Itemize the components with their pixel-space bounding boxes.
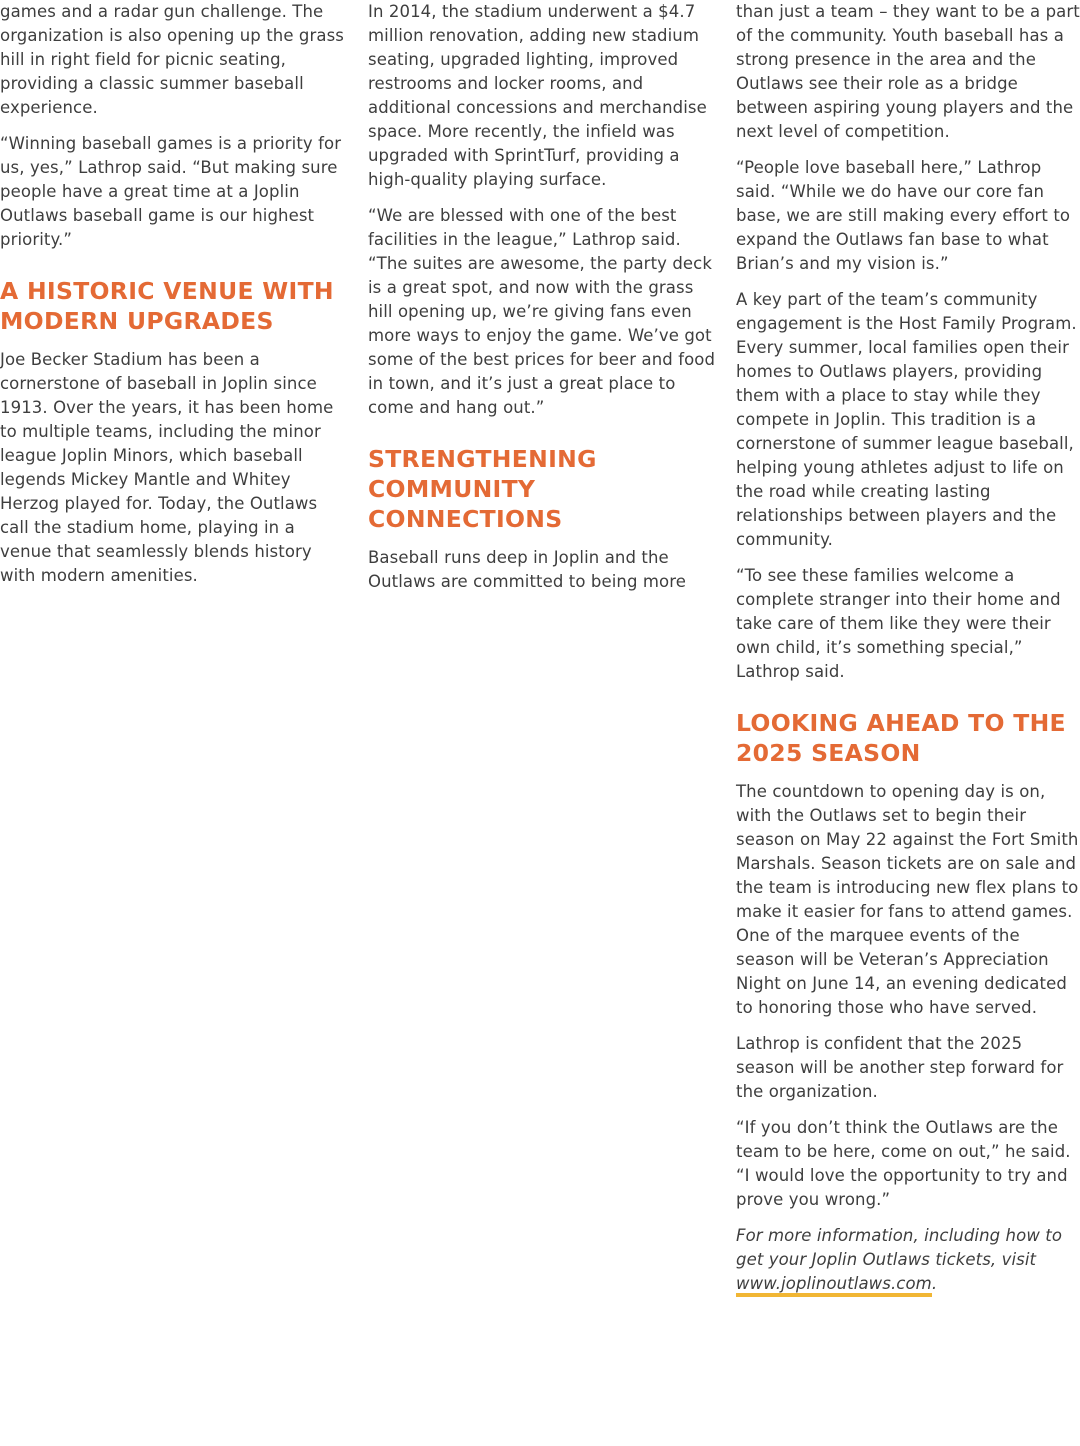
- paragraph: “If you don’t think the Outlaws are the team to be here, come on out,” he said. “I would love the opportunity to try and prove you wrong.”: [736, 1118, 1071, 1209]
- article-column-1: [0, 0, 350, 600]
- paragraph: games and a radar gun challenge. The organization is also opening up the grass hill in right field for picnic seating, providing a classic summer baseball experience.: [0, 2, 344, 117]
- paragraph: A key part of the team’s community engagement is the Host Family Program. Every summer, local families open their homes to Outlaws players, providing them with a place to stay while they compete in Joplin. This tradition is a cornerstone of summer league baseball, helping young athletes adjust to life on the road while creating lasting relationships between players and the community.: [736, 290, 1077, 549]
- paragraph: Lathrop is confident that the 2025 season will be another step forward for the organization.: [736, 1034, 1064, 1101]
- paragraph: than just a team – they want to be a part of the community. Youth baseball has a strong presence in the area and the Outlaws see their role as a bridge between aspiring young players and the next level of competition.: [736, 2, 1080, 141]
- more-info-paragraph: [736, 1224, 1080, 1296]
- paragraph: The countdown to opening day is on, with the Outlaws set to begin their season on May 22 against the Fort Smith Marshals. Season tickets are on sale and the team is introducing new flex plans to make it easier for fans to attend games. One of the marquee events of the season will be Veteran’s Appreciation Night on June 14, an evening dedicated to honoring those who have served.: [736, 782, 1079, 1017]
- paragraph: Baseball runs deep in Joplin and the Outlaws are committed to being more: [368, 548, 687, 591]
- paragraph: “To see these families welcome a complete stranger into their home and take care of them like they were their own child, it’s something special,” Lathrop said.: [736, 566, 1061, 681]
- website-link[interactable]: www.joplinoutlaws.com: [736, 1274, 932, 1297]
- paragraph: Joe Becker Stadium has been a cornerstone of baseball in Joplin since 1913. Over the years, it has been home to multiple teams, including the minor league Joplin Minors, which baseball legends Mickey Mantle and Whitey Herzog played for. Today, the Outlaws call the stadium home, playing in a venue that seamlessly blends history with modern amenities.: [0, 350, 334, 585]
- section-heading-community-connections: STRENGTHENING COMMUNITY CONNECTIONS: [368, 445, 597, 533]
- more-info-period: .: [931, 1274, 938, 1293]
- section-heading-2025-season: LOOKING AHEAD TO THE 2025 SEASON: [736, 709, 1066, 767]
- paragraph: “People love baseball here,” Lathrop said. “While we do have our core fan base, we are still making every effort to expand the Outlaws fan base to what Brian’s and my vision is.”: [736, 158, 1071, 273]
- article-column-3: [736, 0, 1080, 1308]
- paragraph: “Winning baseball games is a priority for us, yes,” Lathrop said. “But making sure people have a great time at a Joplin Outlaws baseball game is our highest priority.”: [0, 134, 342, 249]
- section-heading-historic-venue: A HISTORIC VENUE WITH MODERN UPGRADES: [0, 277, 334, 335]
- article-column-2: [368, 0, 718, 606]
- paragraph: In 2014, the stadium underwent a $4.7 million renovation, adding new stadium seating, upgraded lighting, improved restrooms and locker rooms, and additional concessions and merchandise space. More recently, the infield was upgraded with SprintTurf, providing a high-quality playing surface.: [368, 2, 707, 189]
- paragraph: “We are blessed with one of the best facilities in the league,” Lathrop said. “The suites are awesome, the party deck is a great spot, and now with the grass hill opening up, we’re giving fans even more ways to enjoy the game. We’ve got some of the best prices for beer and food in town, and it’s just a great place to come and hang out.”: [368, 206, 716, 417]
- more-info-text: For more information, including how to get your Joplin Outlaws tickets, visit: [736, 1226, 1063, 1269]
